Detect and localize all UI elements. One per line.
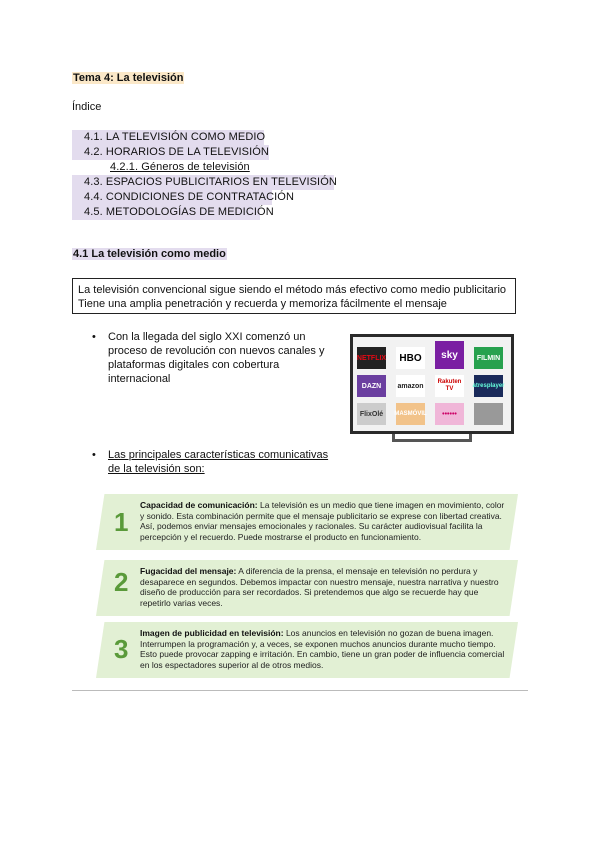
card-text	[140, 628, 510, 670]
tile-sky: sky	[435, 341, 464, 369]
card-heading: Capacidad de comunicación:	[140, 500, 258, 510]
tile-rakuten: Rakuten TV	[435, 375, 464, 397]
card-body: La televisión es un medio que tiene imagen en movimiento, color y sonido. Esta combinación permite que el mensaje publicitario se exprese con libertad creativa. Así, podemos enviar mensajes emocionales y racionales. Su carácter audiovisual facilita la percepción y el recuerdo. Puede mostrarse el producto en funcionamiento.	[140, 500, 505, 542]
bullet-item	[92, 448, 337, 476]
toc-item-4-4[interactable]: 4.4. CONDICIONES DE CONTRATACIÓN	[72, 190, 272, 205]
tile-colors: ••••••	[435, 403, 464, 425]
card-body: Los anuncios en televisión no gozan de buena imagen. Interrumpen la programación y, a veces, se exponen muchos anuncios durante mucho tiempo. Esto puede provocar zapping e irritación. En cambio, tiene un gran poder de influencia comercial en los espectadores superior al de otros medios.	[140, 628, 505, 670]
bullet-dot: •	[92, 331, 96, 343]
quote-line-1: La televisión convencional sigue siendo el método más efectivo como medio publicitario	[78, 284, 507, 296]
toc-item-4-2-1[interactable]: 4.2.1. Géneros de televisión	[110, 161, 250, 173]
tv-image	[350, 334, 514, 442]
tile-hbo: HBO	[396, 347, 425, 369]
card-number: 1	[114, 507, 129, 537]
tv-screen	[350, 334, 514, 434]
toc-item-4-1[interactable]: 4.1. LA TELEVISIÓN COMO MEDIO	[72, 130, 264, 145]
tile-flixole: FlixOlé	[357, 403, 386, 425]
card-text	[140, 566, 510, 608]
bullet-item	[92, 330, 332, 386]
tile-masmovil: MASMÓVIL	[396, 403, 425, 425]
tile-blank	[474, 403, 503, 425]
quote-box	[72, 278, 516, 314]
tv-stand	[392, 434, 472, 442]
document-title: Tema 4: La televisión	[73, 72, 184, 84]
bullet-text: Con la llegada del siglo XXI comenzó un proceso de revolución con nuevos canales y plataformas digitales con cobertura internacional	[108, 331, 325, 385]
bullet-dot: •	[92, 449, 96, 461]
toc-item-4-3[interactable]: 4.3. ESPACIOS PUBLICITARIOS EN TELEVISIÓN	[72, 175, 334, 190]
divider	[72, 690, 528, 691]
tile-filmin: FILMIN	[474, 347, 503, 369]
tile-atresplayer: atresplayer	[474, 375, 503, 397]
quote-line-2: Tiene una amplia penetración y recuerda y memoriza fácilmente el mensaje	[78, 298, 447, 310]
tile-netflix: NETFLIX	[357, 347, 386, 369]
tile-dazn: DAZN	[357, 375, 386, 397]
tile-amazon: amazon	[396, 375, 425, 397]
bullet-text: Las principales características comunicativas de la televisión son:	[108, 449, 329, 475]
card-text	[140, 500, 510, 542]
card-number: 3	[114, 634, 129, 664]
card-heading: Fugacidad del mensaje:	[140, 566, 237, 576]
card-number: 2	[114, 567, 129, 597]
table-of-contents	[72, 130, 337, 220]
index-label: Índice	[72, 101, 102, 113]
toc-item-4-5[interactable]: 4.5. METODOLOGÍAS DE MEDICIÓN	[72, 205, 260, 220]
section-heading: 4.1 La televisión como medio	[73, 248, 226, 260]
card-heading: Imagen de publicidad en televisión:	[140, 628, 284, 638]
toc-item-4-2[interactable]: 4.2. HORARIOS DE LA TELEVISIÓN	[72, 145, 269, 160]
card-body: A diferencia de la prensa, el mensaje en televisión no perdura y desaparece en segundos. Debemos impactar con nuestro mensaje, nuestra narrativa y nuestro diseño de producción para ser recordados. Si pretendemos que algo se recuerde hay que repetirlo varias veces.	[140, 566, 499, 608]
